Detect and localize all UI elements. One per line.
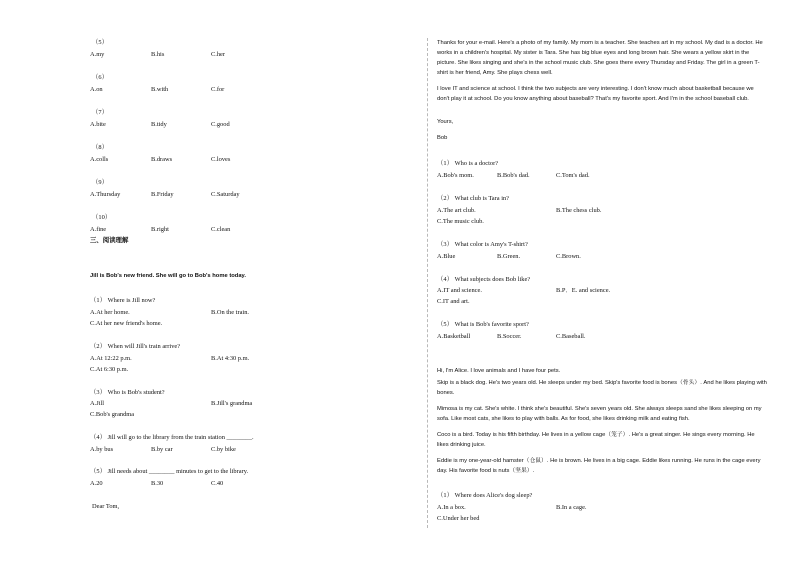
option-c: C.At her new friend's home. (90, 320, 163, 327)
option-a: A.In a box. (437, 504, 466, 511)
cloze-number: （6） (92, 74, 108, 81)
question: （4） What subjects does Bob like? (437, 276, 531, 283)
letter-closing: Yours, (437, 119, 454, 125)
option-b: B.Bob's dad. (497, 172, 530, 179)
option-c: C.At 6:30 p.m. (90, 366, 129, 373)
option-a: A.Blue (437, 253, 456, 260)
question: （5） Jill needs about ________ minutes to get to the library. (90, 468, 249, 475)
pets-paragraph: Coco is a bird. Today is his fifth birthday. He lives in a yellow cage（笼子）. He's a great singer. He sings every morning. He likes drinking juice. (437, 432, 755, 448)
option-b: B.30 (151, 480, 164, 487)
cloze-number: （10） (92, 214, 112, 221)
option-a: A.by bus (90, 446, 114, 453)
option-b: B.his (151, 51, 165, 58)
pets-paragraph: Mimosa is my cat. She's white. I think she's beautiful. She's seven years old. She always sleeps sand she likes sleeping on my sofa. Like most cats, she likes to play with balls. As for food, she likes drinking milk and eating fish. (437, 406, 762, 422)
option-a: A.Bob's mom. (437, 172, 474, 179)
option-b: B.P．E. and science. (556, 287, 611, 294)
question: （1） Who is a doctor? (437, 160, 499, 167)
option-c: C.Baseball. (556, 333, 586, 340)
option-c: C.Tom's dad. (556, 172, 590, 179)
question: （5） What is Bob's favorite sport? (437, 321, 529, 328)
option-c: C.by bike (211, 446, 236, 453)
letter-paragraph: I love IT and science at school. I think the two subjects are very interesting. I don't know much about basketball because we don't play it at school. Do you know anything about baseball? That's my favorite sport. And I'm in the school baseball club. (437, 86, 754, 102)
option-a: A.At 12:22 p.m. (90, 355, 132, 362)
option-a: A.IT and science. (437, 287, 482, 294)
option-b: B.Friday (151, 191, 174, 198)
option-a: A.on (90, 86, 103, 93)
option-b: B.Jill's grandma (211, 400, 253, 407)
option-b: B.draws (151, 156, 173, 163)
option-b: B.On the train. (211, 309, 249, 316)
option-a: A.bite (90, 121, 106, 128)
passage-intro: Hi, I'm Alice. I love animals and I have four pets. (437, 368, 561, 374)
option-b: B.Soccer. (497, 333, 522, 340)
option-a: A.20 (90, 480, 103, 487)
option-c: C.her (211, 51, 226, 58)
option-b: B.In a cage. (556, 504, 587, 511)
option-c: C.Under her bed (437, 515, 480, 522)
option-b: B.right (151, 226, 169, 233)
option-c: C.Saturday (211, 191, 240, 198)
option-a: A.my (90, 51, 105, 58)
section-title: 三、阅读理解 (90, 237, 129, 244)
option-a: A.At her home. (90, 309, 130, 316)
option-c: C.The music club. (437, 218, 484, 225)
option-c: C.Bob's grandma (90, 411, 135, 418)
question: （4） Jill will go to the library from the train station ________. (90, 434, 254, 441)
option-c: C.40 (211, 480, 224, 487)
option-a: A.colls (90, 156, 109, 163)
cloze-number: （9） (92, 179, 108, 186)
option-a: A.The art club. (437, 207, 476, 214)
question: （2） When will Jill's train arrive? (90, 343, 181, 350)
option-c: C.loves (211, 156, 231, 163)
option-c: C.Brown. (556, 253, 581, 260)
option-b: B.The chess club. (556, 207, 602, 214)
passage-intro: Jill is Bob's new friend. She will go to Bob's home today. (90, 273, 246, 279)
option-b: B.by car (151, 446, 173, 453)
cloze-number: （5） (92, 39, 108, 46)
option-b: B.At 4:30 p.m. (211, 355, 250, 362)
pets-paragraph: Eddie is my one-year-old hamster（仓鼠）. He is brown. He lives in a big cage. Eddie likes running. He runs in the cage every day. His favorite food is nuts（坚果）. (437, 458, 761, 474)
option-a: A.Basketball (437, 333, 471, 340)
cloze-number: （8） (92, 144, 108, 151)
option-c: C.clean (211, 226, 231, 233)
letter-signature: Bob (437, 135, 448, 141)
column-divider (427, 38, 428, 528)
option-b: B.Green. (497, 253, 521, 260)
option-a: A.fine (90, 226, 107, 233)
option-a: A.Thursday (90, 191, 121, 198)
option-b: B.with (151, 86, 169, 93)
question: （3） Who is Bob's student? (90, 389, 165, 396)
cloze-number: （7） (92, 109, 108, 116)
letter-greeting: Dear Tom, (92, 503, 120, 510)
option-c: C.for (211, 86, 225, 93)
question: （1） Where is Jill now? (90, 297, 156, 304)
question: （2） What club is Tara in? (437, 195, 510, 202)
option-c: C.IT and art. (437, 298, 470, 305)
option-b: B.tidy (151, 121, 167, 128)
question: （3） What color is Amy's T-shirt? (437, 241, 528, 248)
letter-paragraph: Thanks for your e-mail. Here's a photo of my family. My mom is a teacher. She teaches art in my school. My dad is a doctor. He works in a children's hospital. My sister is Tara. She has big blue eyes and long brown hair. She wears a yellow skirt in the picture. She likes singing and she's in the school music club. She goes there every Thursday and Friday. The girl in a green T-shirt is her friend, Amy. She plays chess well. (437, 40, 763, 76)
pets-paragraph: Skip is a black dog. He's two years old. He sleeps under my bed. Skip's favorite food is bones（骨头）. And he likes playing with bones. (437, 380, 767, 396)
option-a: A.Jill (90, 400, 105, 407)
option-c: C.good (211, 121, 230, 128)
question: （1） Where does Alice's dog sleep? (437, 492, 533, 499)
